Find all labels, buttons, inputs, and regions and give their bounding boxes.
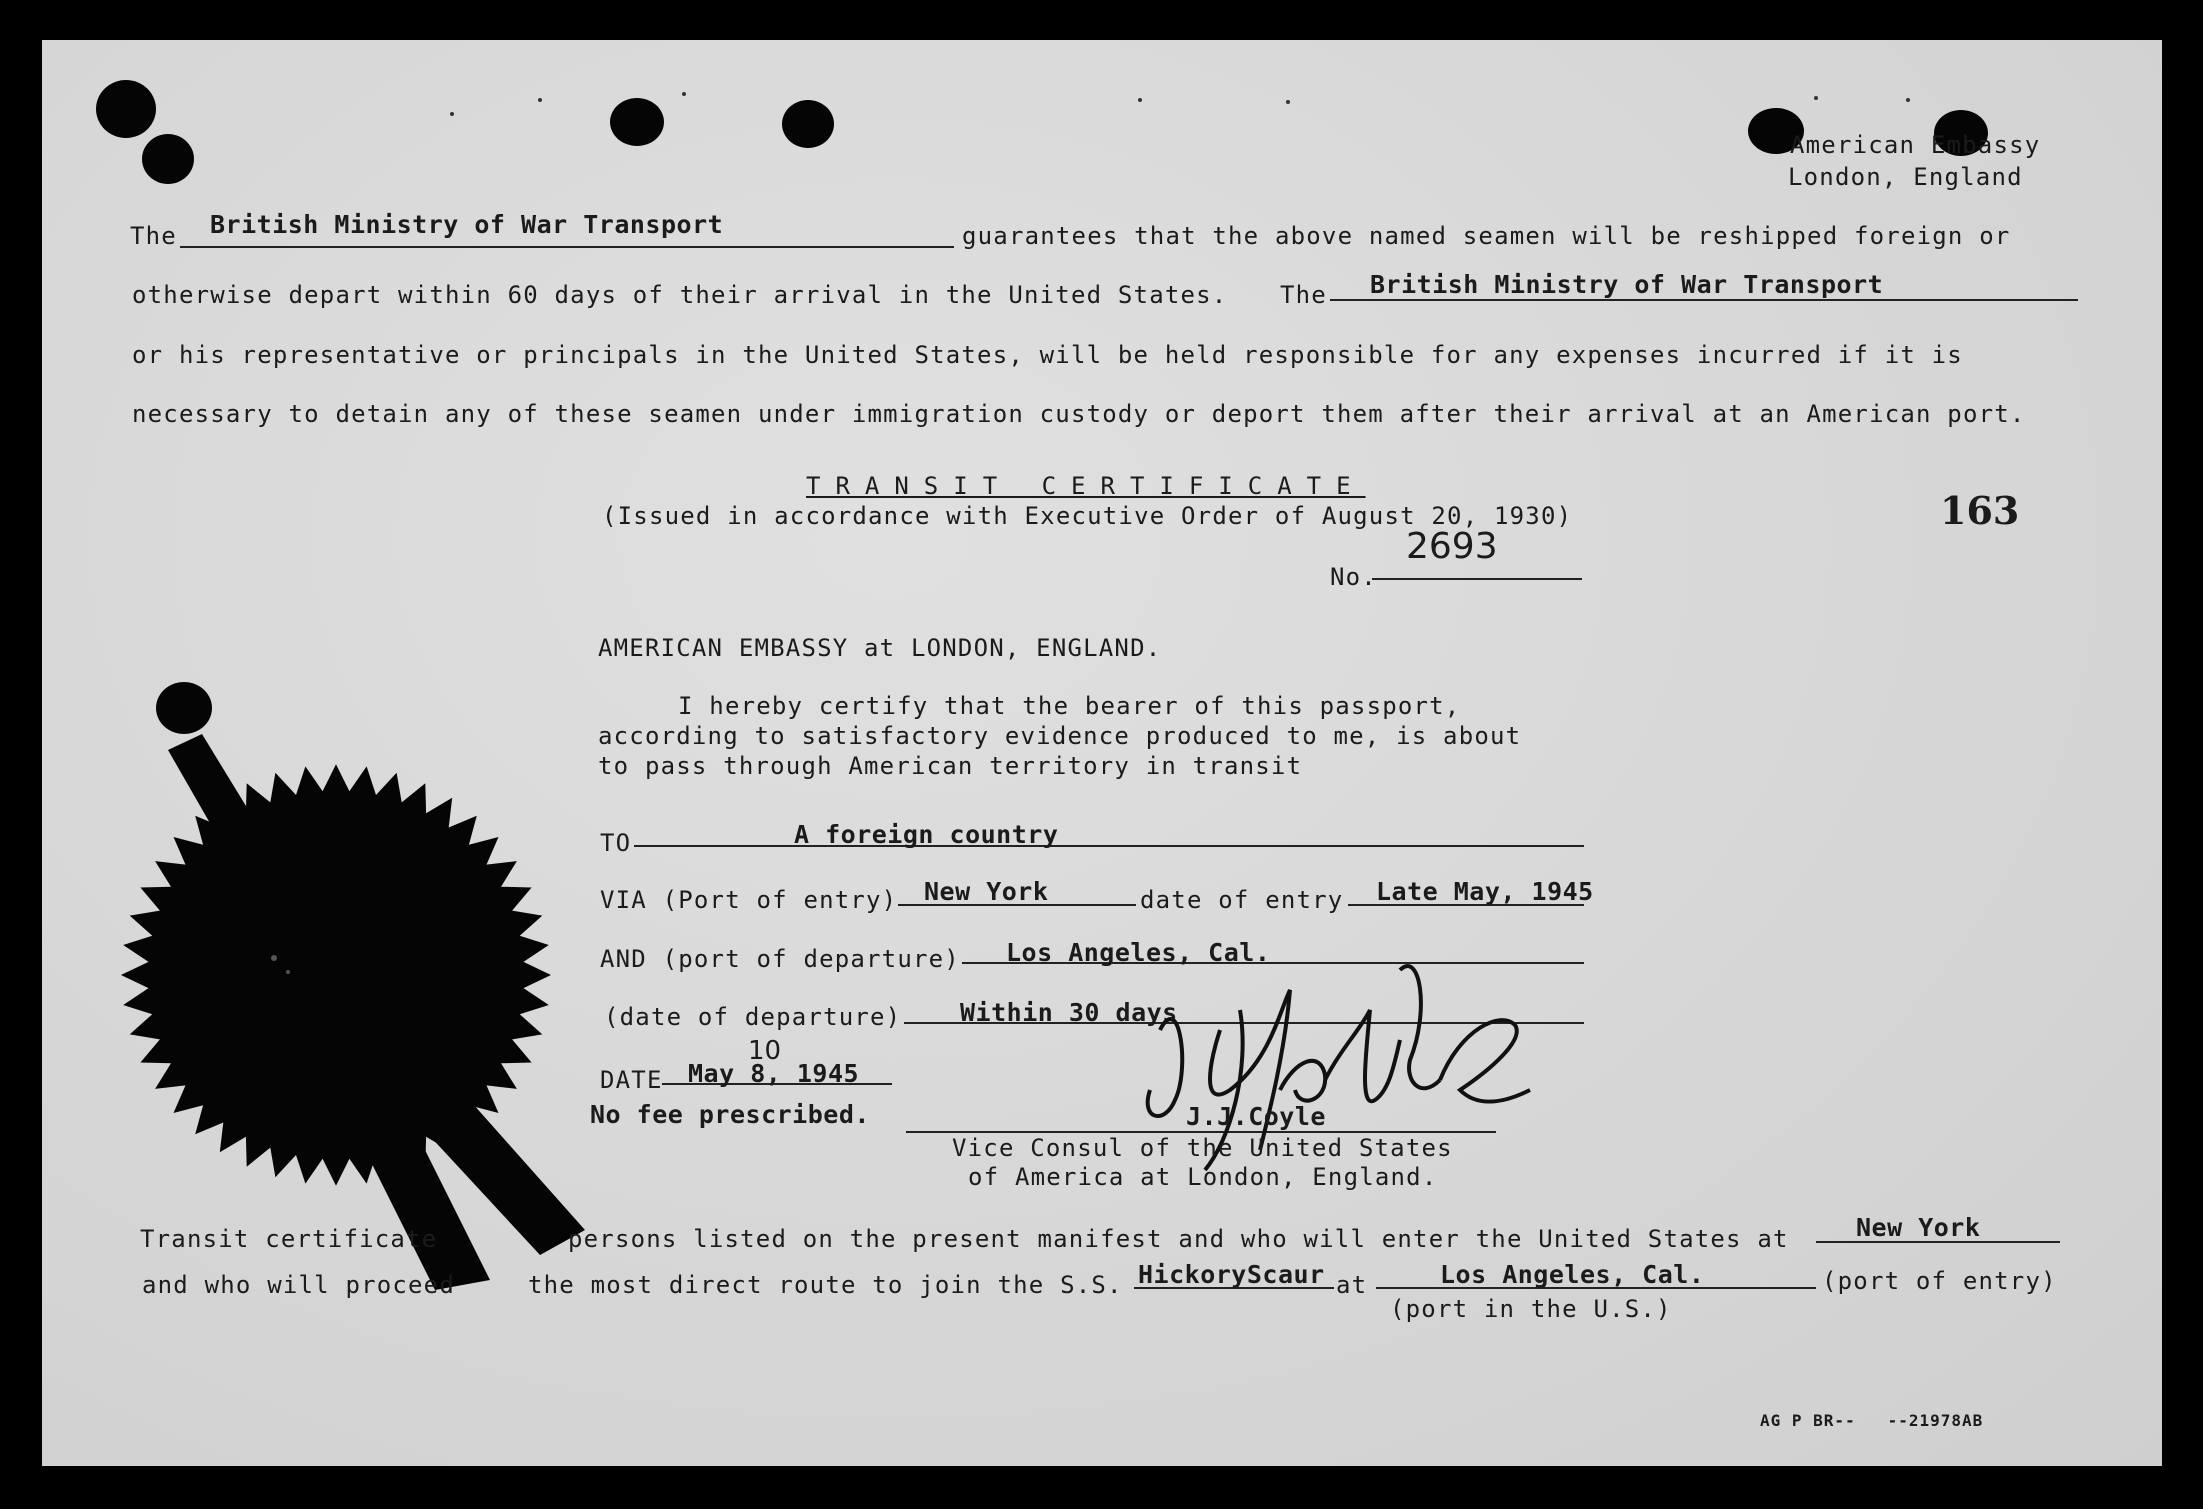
guarantee-line-1: guarantees that the above named seamen will be reshipped foreign or — [962, 222, 2011, 250]
fee-note: No fee prescribed. — [590, 1100, 870, 1129]
embassy-at-line: AMERICAN EMBASSY at LONDON, ENGLAND. — [598, 634, 1162, 662]
certificate-title: TRANSIT CERTIFICATE — [806, 472, 1366, 500]
departure-date-label: (date of departure) — [604, 1003, 902, 1031]
date-correction: 10 — [748, 1036, 782, 1066]
punch-hole — [96, 80, 156, 138]
certify-line-2: according to satisfactory evidence produced to me, is about — [598, 722, 1522, 750]
signature-title-1: Vice Consul of the United States — [952, 1134, 1453, 1162]
guarantee-company-2: British Ministry of War Transport — [1370, 270, 1884, 299]
departure-port-value: Los Angeles, Cal. — [1006, 938, 1271, 967]
footer-at: at — [1336, 1271, 1368, 1299]
punch-hole — [142, 134, 194, 184]
embassy-header-line1: American Embassy — [1790, 131, 2041, 159]
entry-date-value: Late May, 1945 — [1376, 877, 1594, 906]
guarantee-line-2: otherwise depart within 60 days of their arrival in the United States. — [132, 281, 1228, 309]
embassy-seal — [110, 690, 600, 1290]
page-number: 163 — [1940, 488, 2020, 533]
to-value: A foreign country — [794, 820, 1059, 849]
footer-line-1-start: Transit certificate — [140, 1225, 438, 1253]
footer-line-1-mid: persons listed on the present manifest and who will enter the United States at — [568, 1225, 1789, 1253]
certify-line-3: to pass through American territory in transit — [598, 752, 1303, 780]
guarantee-line-3: or his representative or principals in the United States, will be held responsible for any expenses incurred if it is — [132, 341, 1963, 369]
departure-date-value: Within 30 days — [960, 998, 1178, 1027]
footer-port-of-entry: (port of entry) — [1822, 1267, 2057, 1295]
via-value: New York — [924, 877, 1049, 906]
certify-line-1: I hereby certify that the bearer of this passport, — [678, 692, 1461, 720]
signature-title-2: of America at London, England. — [968, 1163, 1438, 1191]
footer-line-2-start: and who will proceed — [142, 1271, 455, 1299]
footer-line-2-mid: the most direct route to join the S.S. — [528, 1271, 1123, 1299]
guarantee-company-1: British Ministry of War Transport — [210, 210, 724, 239]
embassy-header-line2: London, England — [1788, 163, 2023, 191]
certificate-no-label: No. — [1330, 563, 1377, 591]
date-label: DATE — [600, 1066, 663, 1094]
punch-hole — [782, 100, 834, 148]
footer-entry-port: New York — [1856, 1213, 1981, 1242]
punch-hole — [610, 98, 664, 146]
to-label: TO — [600, 829, 632, 857]
footer-port-in-us: (port in the U.S.) — [1390, 1295, 1672, 1323]
date-value: May 8, 1945 — [688, 1059, 860, 1088]
certificate-no-value: 2693 — [1406, 526, 1498, 567]
footer-ship-name: HickoryScaur — [1138, 1260, 1325, 1289]
certificate-subtitle: (Issued in accordance with Executive Order of August 20, 1930) — [602, 502, 1573, 530]
guarantee-the-2: The — [1280, 281, 1327, 309]
guarantee-line-4: necessary to detain any of these seamen under immigration custody or deport them after their arrival at an American port. — [132, 400, 2026, 428]
footer-port-value: Los Angeles, Cal. — [1440, 1260, 1705, 1289]
via-label: VIA (Port of entry) — [600, 886, 898, 914]
and-label: AND (port of departure) — [600, 945, 960, 973]
form-code: AG P BR-- --21978AB — [1760, 1411, 1984, 1430]
signature-name: J.J.Coyle — [1186, 1102, 1326, 1131]
guarantee-the-1: The — [130, 222, 177, 250]
entry-date-label: date of entry — [1140, 886, 1344, 914]
